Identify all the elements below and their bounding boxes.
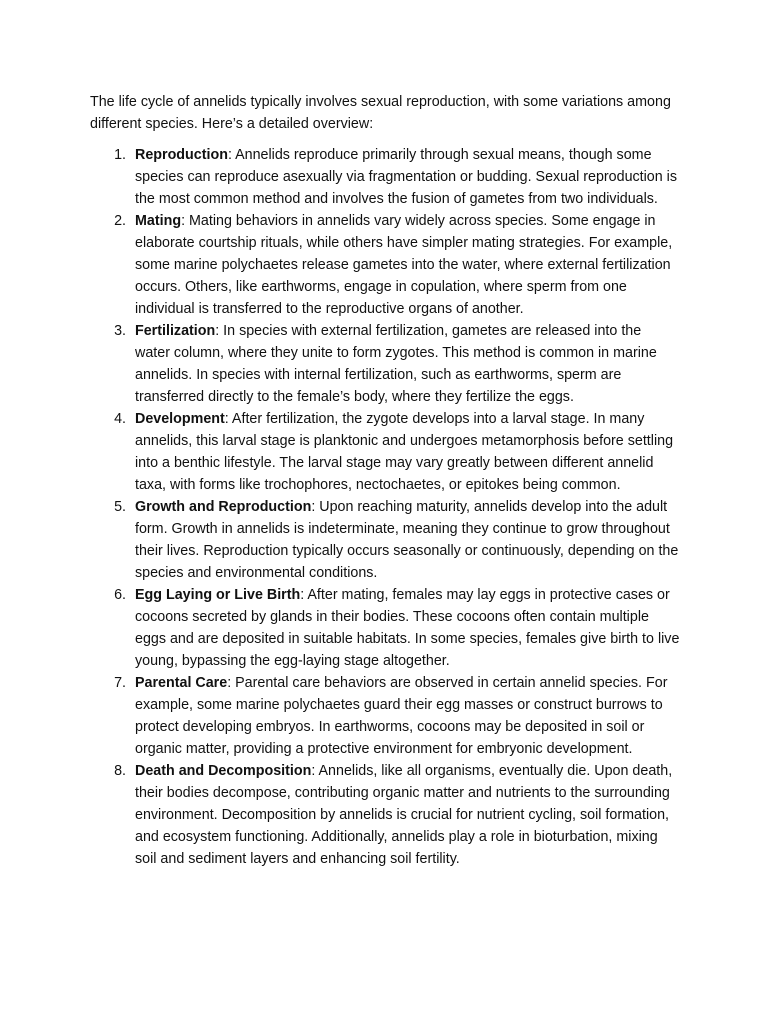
list-item (90, 584, 680, 672)
list-item (90, 496, 680, 584)
document-page (90, 91, 680, 870)
list-number: 6. (114, 587, 126, 603)
list-text: : Upon reaching maturity, annelids develop into the adult form. Growth in annelids is indeterminate, meaning they continue to grow throughout their lives. Reproduction typically occurs seasonally or continuously, depending on the species and environmental conditions. (135, 499, 679, 581)
list-term: Fertilization (135, 323, 216, 339)
list-text: : After mating, females may lay eggs in protective cases or cocoons secreted by glands in their bodies. These cocoons often contain multiple eggs and are deposited in suitable habitats. In some species, females give birth to live young, bypassing the egg-laying stage altogether. (135, 587, 680, 669)
list-text: : After fertilization, the zygote develops into a larval stage. In many annelids, this larval stage is planktonic and undergoes metamorphosis before settling into a benthic lifestyle. The larval stage may vary greatly between different annelid taxa, with forms like trochophores, nectochaetes, or epitokes being common. (135, 411, 674, 493)
list-item (90, 760, 680, 870)
list-term: Development (135, 411, 225, 427)
list-text: : Annelids reproduce primarily through sexual means, though some species can reproduce asexually via fragmentation or budding. Sexual reproduction is the most common method and involves the fusion of gametes from two individuals. (135, 147, 678, 207)
list-term: Reproduction (135, 147, 228, 163)
list-text: : Mating behaviors in annelids vary widely across species. Some engage in elaborate courtship rituals, while others have simpler mating strategies. For example, some marine polychaetes release gametes into the water, where external fertilization occurs. Others, like earthworms, engage in copulation, where sperm from one individual is transferred to the reproductive organs of another. (135, 213, 673, 317)
list-text: : Parental care behaviors are observed in certain annelid species. For example, some marine polychaetes guard their egg masses or construct burrows to protect developing embryos. In earthworms, cocoons may be deposited in soil or organic matter, providing a protective environment for embryonic development. (135, 675, 668, 757)
list-number: 1. (114, 147, 126, 163)
list-number: 5. (114, 499, 126, 515)
list-text: : In species with external fertilization, gametes are released into the water column, where they unite to form zygotes. This method is common in marine annelids. In species with internal fertilization, such as earthworms, sperm are transferred directly to the female’s body, where they fertilize the eggs. (135, 323, 657, 405)
list-term: Death and Decomposition (135, 763, 312, 779)
list-term: Egg Laying or Live Birth (135, 587, 301, 603)
list-item (90, 408, 680, 496)
list-term: Growth and Reproduction (135, 499, 312, 515)
list-number: 3. (114, 323, 126, 339)
list-number: 4. (114, 411, 126, 427)
list-term: Mating (135, 213, 182, 229)
list-item (90, 672, 680, 760)
list-text: : Annelids, like all organisms, eventually die. Upon death, their bodies decompose, contributing organic matter and nutrients to the surrounding environment. Decomposition by annelids is crucial for nutrient cycling, soil formation, and ecosystem functioning. Additionally, annelids play a role in bioturbation, mixing soil and sediment layers and enhancing soil fertility. (135, 763, 673, 867)
list-item (90, 144, 680, 210)
intro-paragraph: The life cycle of annelids typically involves sexual reproduction, with some variations among different species. Here’s a detailed overview: (90, 94, 671, 132)
life-cycle-list (90, 144, 680, 870)
list-term: Parental Care (135, 675, 228, 691)
list-item (90, 210, 680, 320)
list-number: 2. (114, 213, 126, 229)
list-number: 8. (114, 763, 126, 779)
list-item (90, 320, 680, 408)
list-number: 7. (114, 675, 126, 691)
